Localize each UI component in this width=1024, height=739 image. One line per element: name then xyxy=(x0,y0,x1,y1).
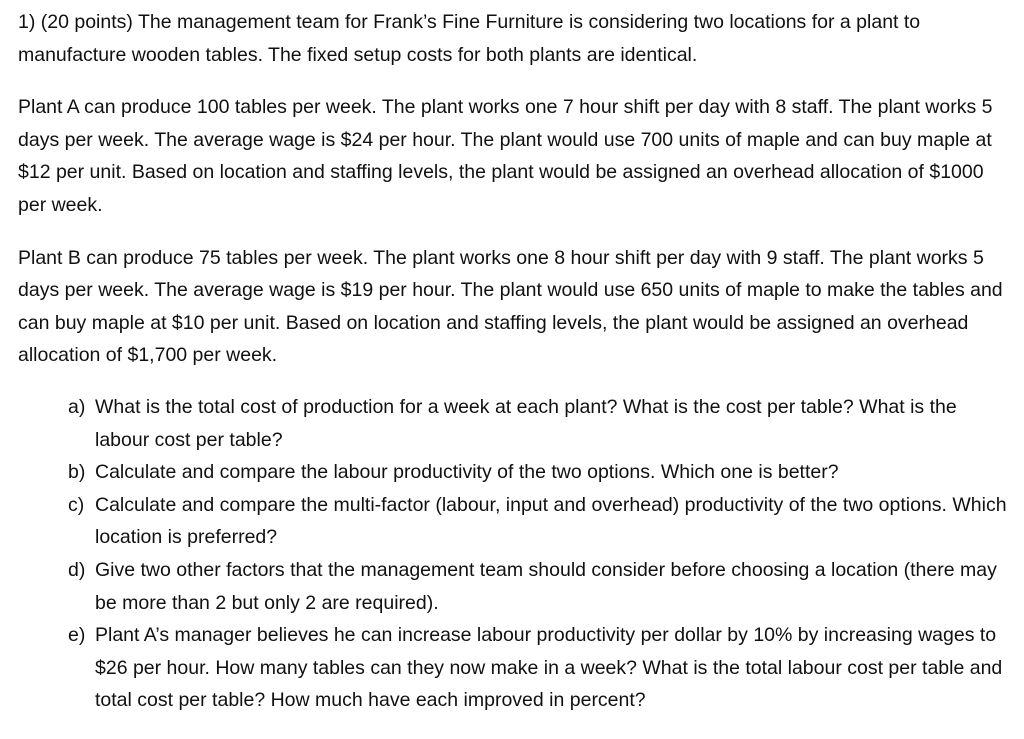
sub-question-a xyxy=(18,391,1016,456)
sub-question-text: What is the total cost of production for a week at each plant? What is the cost per table? What is the labour cost per table? xyxy=(95,395,957,451)
sub-question-d xyxy=(18,554,1016,619)
document-page xyxy=(18,6,1016,717)
sub-question-letter: d) xyxy=(68,558,86,581)
sub-question-b xyxy=(18,456,1016,489)
sub-question-list xyxy=(18,391,1016,717)
sub-question-text: Give two other factors that the management team should consider before choosing a location (there may be more than 2 but only 2 are required). xyxy=(95,558,997,614)
question-header: 1) (20 points) The management team for Frank’s Fine Furniture is considering two locations for a plant to manufacture wooden tables. The fixed setup costs for both plants are identical. xyxy=(18,11,921,66)
plant-a-paragraph: Plant A can produce 100 tables per week. The plant works one 7 hour shift per day with 8 staff. The plant works 5 days per week. The average wage is $24 per hour. The plant would use 700 units of maple and can buy maple at $12 per unit. Based on location and staffing levels, the plant would be assigned an overhead allocation of $1000 per week. xyxy=(18,96,993,216)
sub-question-text: Calculate and compare the multi-factor (labour, input and overhead) productivity of the two options. Which location is preferred? xyxy=(95,493,1007,549)
sub-question-e xyxy=(18,619,1016,717)
sub-question-text: Calculate and compare the labour productivity of the two options. Which one is better? xyxy=(95,461,839,484)
sub-question-text: Plant A’s manager believes he can increase labour productivity per dollar by 10% by increasing wages to $26 per hour. How many tables can they now make in a week? What is the total labour cost per table and total cost per table? How much have each improved in percent? xyxy=(95,624,1003,712)
sub-question-letter: a) xyxy=(68,395,86,418)
sub-question-letter: b) xyxy=(68,461,86,484)
sub-question-letter: e) xyxy=(68,624,86,647)
plant-b-paragraph: Plant B can produce 75 tables per week. The plant works one 8 hour shift per day with 9 staff. The plant works 5 days per week. The average wage is $19 per hour. The plant would use 650 units of maple to make the tables and can buy maple at $10 per unit. Based on location and staffing levels, the plant would be assigned an overhead allocation of $1,700 per week. xyxy=(18,246,1003,367)
sub-question-letter: c) xyxy=(68,493,85,516)
sub-question-c xyxy=(18,489,1016,554)
